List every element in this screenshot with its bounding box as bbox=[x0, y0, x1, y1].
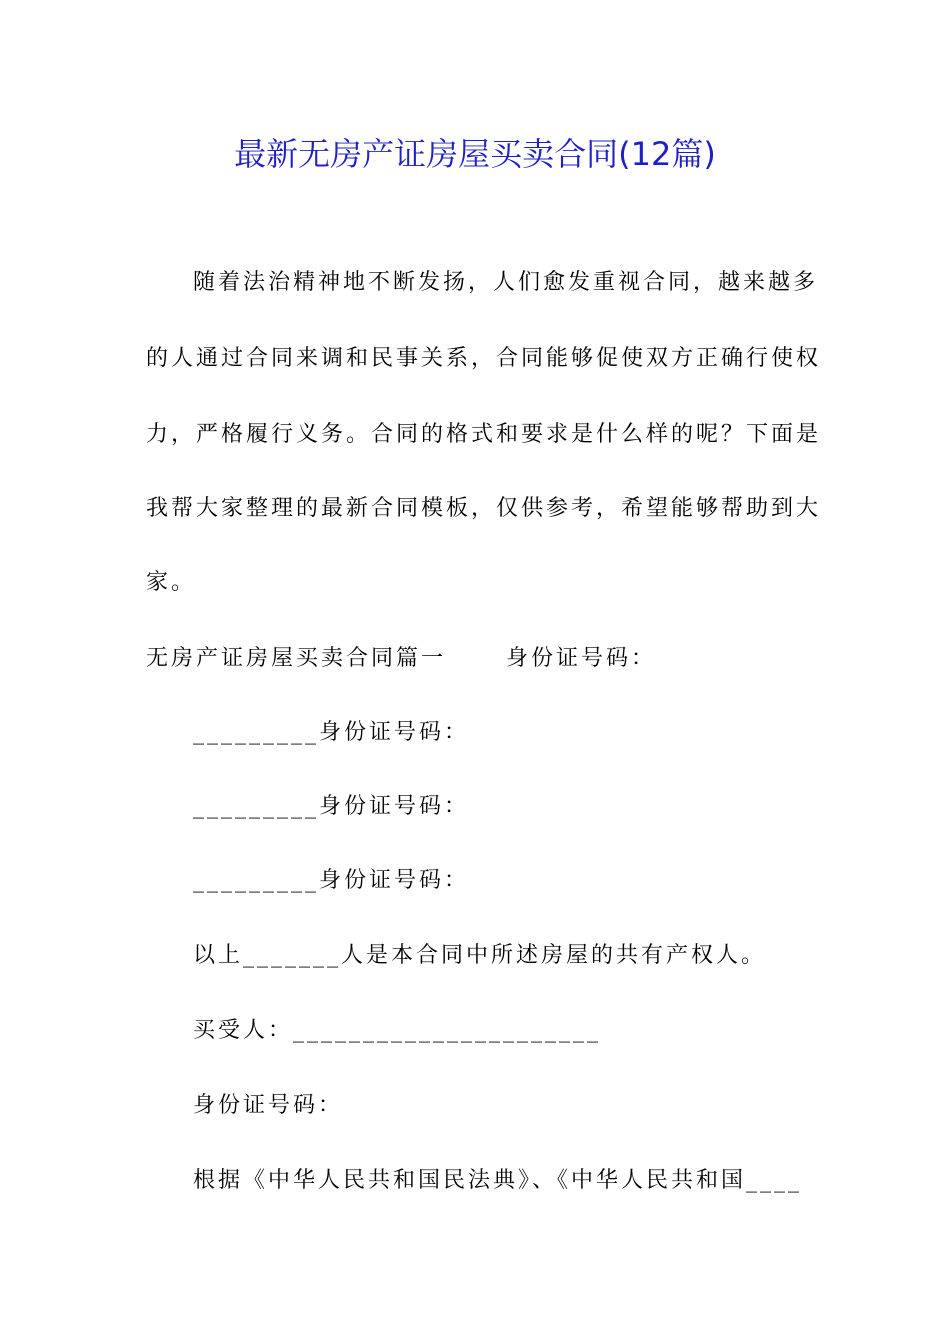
intro-line: 的人通过合同来调和民事关系，合同能够促使双方正确行使权 bbox=[146, 346, 822, 371]
body-line: 根据《中华人民共和国民法典》、《中华人民共和国____ bbox=[193, 1168, 803, 1193]
intro-line: 我帮大家整理的最新合同模板，仅供参考，希望能够帮助到大 bbox=[146, 496, 822, 521]
body-line: _________身份证号码： bbox=[193, 720, 470, 745]
body-line: _________身份证号码： bbox=[193, 868, 470, 893]
body-line: _________身份证号码： bbox=[193, 794, 470, 819]
intro-line: 力，严格履行义务。合同的格式和要求是什么样的呢？下面是 bbox=[146, 422, 822, 447]
section-heading: 无房产证房屋买卖合同篇一 身份证号码： bbox=[146, 646, 656, 671]
intro-line: 随着法治精神地不断发扬，人们愈发重视合同，越来越多 bbox=[193, 270, 819, 295]
body-line: 以上_______人是本合同中所述房屋的共有产权人。 bbox=[193, 943, 767, 968]
body-line: 身份证号码： bbox=[193, 1093, 344, 1118]
intro-line: 家。 bbox=[146, 570, 197, 595]
document-title: 最新无房产证房屋买卖合同(12篇) bbox=[234, 135, 716, 173]
body-line: 买受人：______________________ bbox=[193, 1018, 602, 1043]
